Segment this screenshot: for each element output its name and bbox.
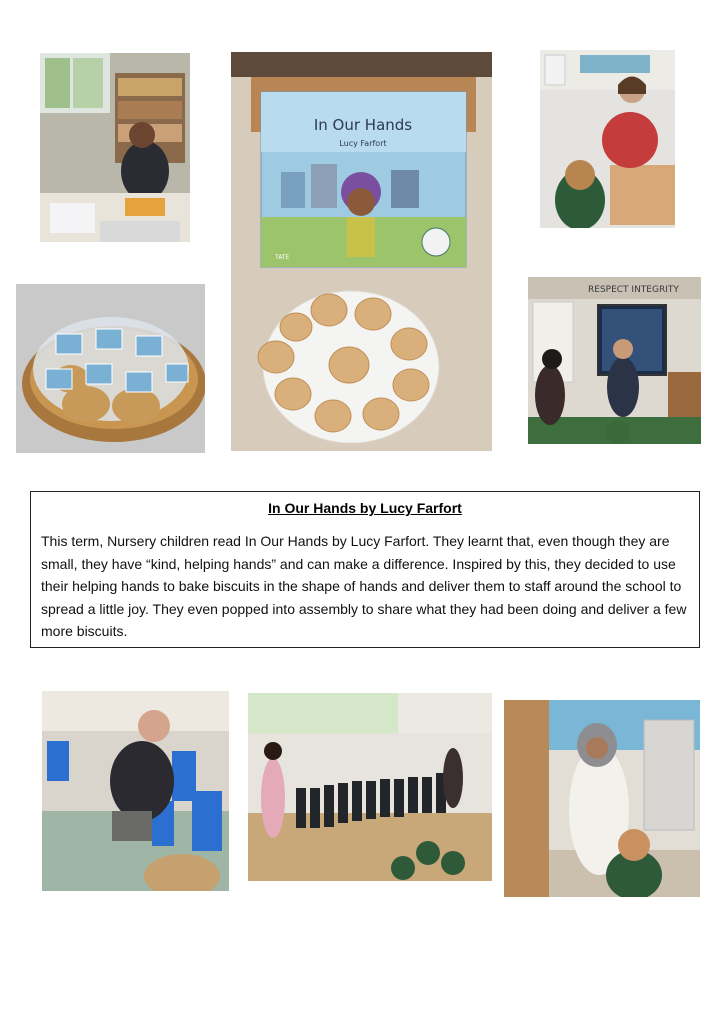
photo-teacher-at-desk: [40, 53, 190, 242]
book-publisher: TATE: [275, 254, 290, 261]
article-body: This term, Nursery children read In Our Hands by Lucy Farfort. They learnt that, even though they are small, they have “kind, helping hands” and can make a difference. Inspired by this, they decided to use their helping hands to bake biscuits in the shape of hands and deliver them to staff around the school to spread a little joy. They even popped into assembly to share what they had been doing and deliver a few more biscuits.: [41, 533, 687, 639]
photo-teacher-with-child: [540, 50, 675, 228]
book-title: In Our Hands: [313, 116, 413, 134]
photo-man-with-children: [42, 691, 229, 891]
photo-assembly-hall: [248, 693, 492, 881]
classroom-sign: RESPECT INTEGRITY: [588, 285, 679, 295]
photo-biscuit-basket: [16, 284, 205, 453]
photo-book-and-biscuits: [231, 52, 492, 451]
book-author: Lucy Farfort: [339, 139, 387, 148]
photo-classroom-visit: [528, 277, 701, 444]
article-box: [30, 491, 700, 648]
article-title: In Our Hands by Lucy Farfort: [268, 500, 462, 516]
photo-staff-receiving-biscuit: [504, 700, 700, 897]
